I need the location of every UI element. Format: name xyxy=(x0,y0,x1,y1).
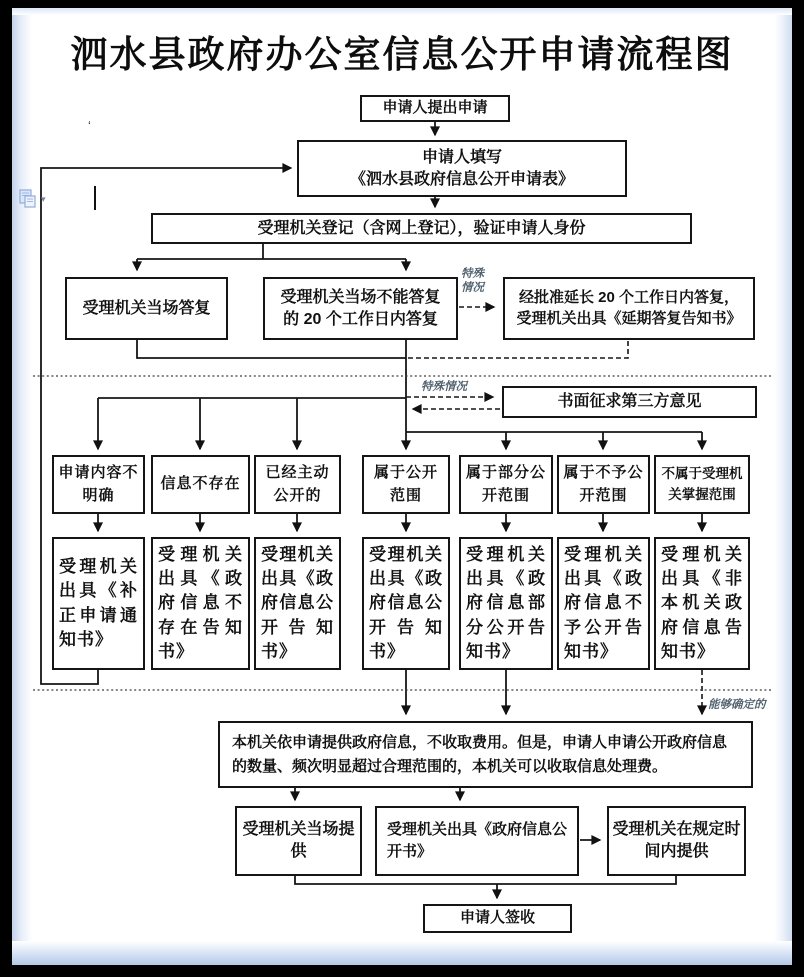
label-special-case-vertical xyxy=(461,268,484,296)
provide-onsite-label: 受理机关当场提供 xyxy=(242,821,355,860)
node-provide-onsite xyxy=(235,806,362,876)
condition-label: 属于不予公开范围 xyxy=(563,464,644,504)
condition-label: 不属于受理机关掌握范围 xyxy=(661,466,743,502)
node-result-nonexistent-notice xyxy=(151,537,250,670)
node-fill-form-line1: 申请人填写 xyxy=(421,148,502,166)
node-extended-reply xyxy=(503,277,755,340)
node-condition-unclear xyxy=(52,455,145,514)
node-provide-in-time xyxy=(607,806,746,876)
condition-label: 信息不存在 xyxy=(160,475,241,493)
page-title: 泗水县政府办公室信息公开申请流程图 xyxy=(70,35,734,76)
condition-label: 已经主动公开的 xyxy=(265,464,330,504)
sign-label: 申请人签收 xyxy=(459,909,535,927)
node-apply-label: 申请人提出申请 xyxy=(382,99,488,117)
node-register xyxy=(151,213,692,244)
node-result-nondisclosure-notice xyxy=(557,537,650,670)
result-label: 受理机关出具《非本机关政府信息告知书》 xyxy=(661,545,743,661)
node-condition-nondisclosure-scope xyxy=(557,455,650,514)
condition-label: 属于公开范围 xyxy=(373,464,438,504)
fee-note-text: 本机关依申请提供政府信息，不收取费用。但是，申请人申请公开政府信息的数量、频次明显超过合理范围的，本机关可以收取信息处理费。 xyxy=(232,733,728,775)
label-special-case-line1: 特殊 xyxy=(461,268,484,280)
node-third-party-label: 书面征求第三方意见 xyxy=(557,393,702,411)
node-condition-not-held xyxy=(654,455,750,514)
node-fill-form xyxy=(297,140,627,197)
clipboard-paste-icon xyxy=(19,189,36,208)
node-deferred-reply xyxy=(263,277,458,340)
result-label: 受理机关出具《政府信息公开告知书》 xyxy=(261,545,334,661)
node-deferred-reply-line2: 的 20 个工作日内答复 xyxy=(283,310,438,328)
node-result-correction-notice xyxy=(52,537,145,670)
node-third-party xyxy=(502,386,757,418)
node-register-label: 受理机关登记（含网上登记），验证申请人身份 xyxy=(257,219,586,237)
condition-label: 属于部分公开范围 xyxy=(465,464,546,504)
node-condition-partial-scope xyxy=(459,455,553,514)
result-label: 受理机关出具《政府信息不予公开告知书》 xyxy=(564,545,643,661)
label-special-case-horizontal: 特殊情况 xyxy=(421,381,467,393)
node-fill-form-line2: 《泗水县政府信息公开申请表》 xyxy=(349,170,574,188)
provide-in-time-label: 受理机关在规定时间内提供 xyxy=(612,821,741,860)
issue-book-label: 受理机关出具《政府信息公开书》 xyxy=(387,820,568,860)
result-label: 受理机关出具《政府信息部分公开告知书》 xyxy=(466,545,546,661)
node-apply xyxy=(360,95,510,122)
result-label: 受理机关出具《政府信息公开告知书》 xyxy=(369,545,443,661)
result-label: 受理机关出具《政府信息不存在告知书》 xyxy=(158,545,243,661)
node-fee-note xyxy=(218,721,753,788)
node-onsite-reply xyxy=(65,277,228,340)
node-condition-already-public xyxy=(254,455,341,514)
label-special-case-line2: 情况 xyxy=(461,281,484,294)
node-condition-nonexistent xyxy=(151,455,250,514)
node-result-disclosure-notice-a xyxy=(254,537,341,670)
stray-mark: ‘ xyxy=(88,118,91,133)
node-condition-public-scope xyxy=(362,455,450,514)
result-label: 受理机关出具《补正申请通知书》 xyxy=(59,557,138,649)
condition-label: 申请内容不明确 xyxy=(58,464,139,504)
node-issue-book xyxy=(375,806,579,876)
node-extended-reply-line2: 受理机关出具《延期答复告知书》 xyxy=(516,309,742,327)
node-result-partial-notice xyxy=(459,537,553,670)
node-onsite-reply-label: 受理机关当场答复 xyxy=(82,299,211,317)
chevron-down-icon[interactable]: ▾ xyxy=(41,194,46,204)
node-result-disclosure-notice-b xyxy=(362,537,450,670)
node-sign xyxy=(423,904,572,933)
node-result-not-this-agency-notice xyxy=(654,537,750,670)
node-extended-reply-line1: 经批准延长 20 个工作日内答复， xyxy=(518,289,740,307)
paste-options-button[interactable] xyxy=(19,189,46,208)
label-determinable: 能够确定的 xyxy=(708,699,766,711)
node-deferred-reply-line1: 受理机关当场不能答复 xyxy=(280,288,441,306)
text-cursor xyxy=(94,186,96,210)
